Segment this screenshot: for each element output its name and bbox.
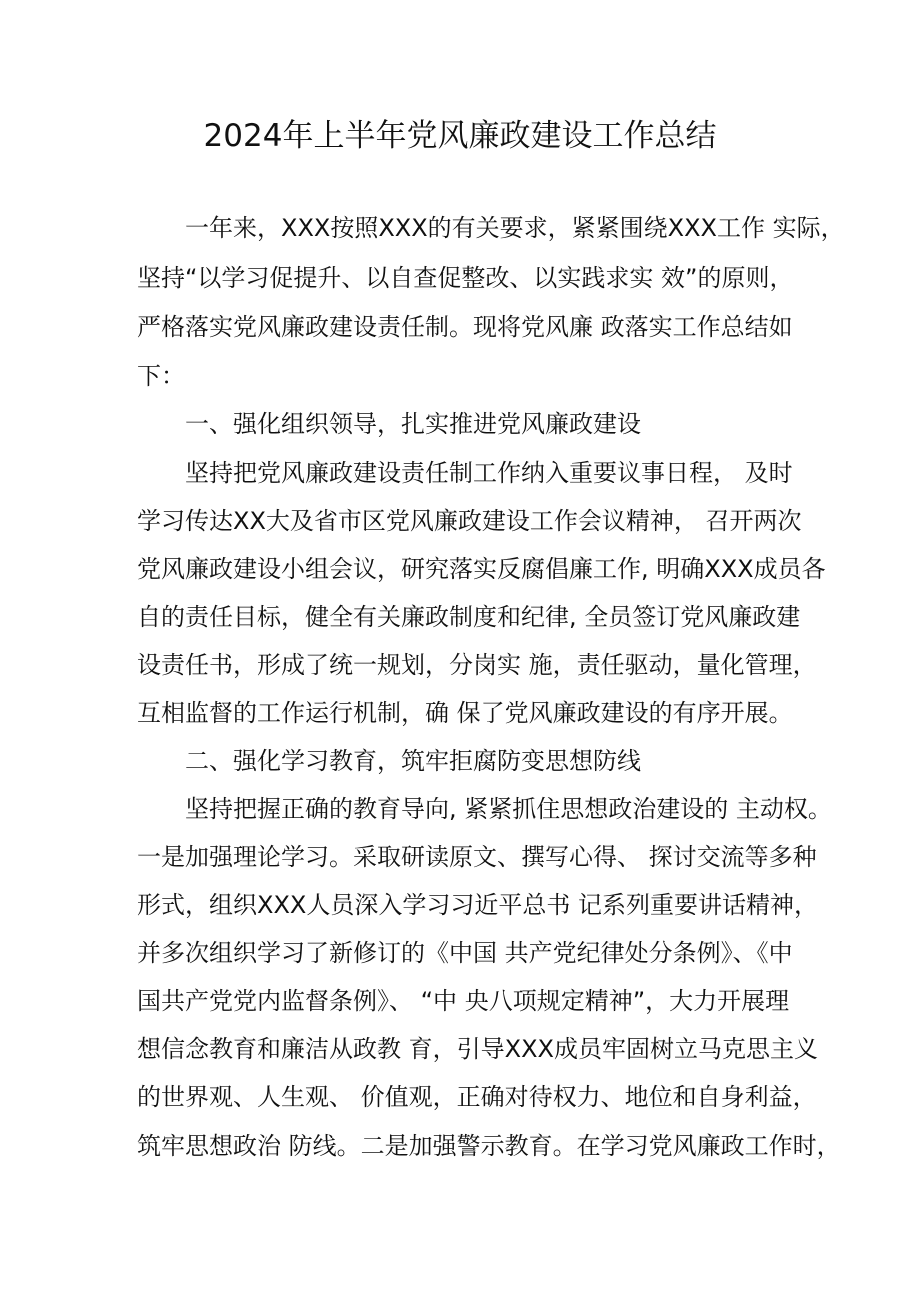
paragraph-line: 一年来，XXX按照XXX的有关要求，紧紧围绕XXX工作 实际， xyxy=(185,214,845,242)
document-title: 2024年上半年党风廉政建设工作总结 xyxy=(203,118,717,154)
paragraph-line: 坚持把党风廉政建设责任制工作纳入重要议事日程， 及时 xyxy=(185,459,793,487)
paragraph-line: 学习传达XX大及省市区党风廉政建设工作会议精神， 召开两次 xyxy=(137,507,802,535)
paragraph-line: 一是加强理论学习。采取研读原文、撰写心得、 探讨交流等多种 xyxy=(137,843,817,871)
paragraph-line: 坚持把握正确的教育导向, 紧紧抓住思想政治建设的 主动权。 xyxy=(185,795,832,823)
paragraph-line: 的世界观、人生观、 价值观，正确对待权力、地位和自身利益， xyxy=(137,1083,817,1111)
paragraph-line: 党风廉政建设小组会议，研究落实反腐倡廉工作, 明确XXX成员各 xyxy=(137,555,826,583)
paragraph-line: 坚持“以学习促提升、以自查促整改、以实践求实 效”的原则， xyxy=(137,264,794,292)
paragraph-line: 形式，组织XXX人员深入学习习近平总书 记系列重要讲话精神， xyxy=(137,891,818,919)
section-heading-1: 一、强化组织领导，扎实推进党风廉政建设 xyxy=(185,410,641,438)
paragraph-line: 国共产党党内监督条例》、 “中 央八项规定精神”，大力开展理 xyxy=(137,987,790,1015)
paragraph-line: 严格落实党风廉政建设责任制。现将党风廉 政落实工作总结如 xyxy=(137,313,793,341)
paragraph-line: 设责任书，形成了统一规划，分岗实 施，责任驱动，量化管理， xyxy=(137,651,817,679)
paragraph-line: 互相监督的工作运行机制，确 保了党风廉政建设的有序开展。 xyxy=(137,699,793,727)
paragraph-line: 并多次组织学习了新修订的《中国 共产党纪律处分条例》、《中 xyxy=(137,939,793,967)
section-heading-2: 二、强化学习教育，筑牢拒腐防变思想防线 xyxy=(185,747,641,775)
paragraph-line: 想信念教育和廉洁从政教 育，引导XXX成员牢固树立马克思主义 xyxy=(137,1035,818,1063)
paragraph-line: 自的责任目标，健全有关廉政制度和纪律, 全员签订党风廉政建 xyxy=(137,603,801,631)
paragraph-line: 筑牢思想政治 防线。二是加强警示教育。在学习党风廉政工作时， xyxy=(137,1132,841,1160)
paragraph-line: 下： xyxy=(137,362,185,390)
